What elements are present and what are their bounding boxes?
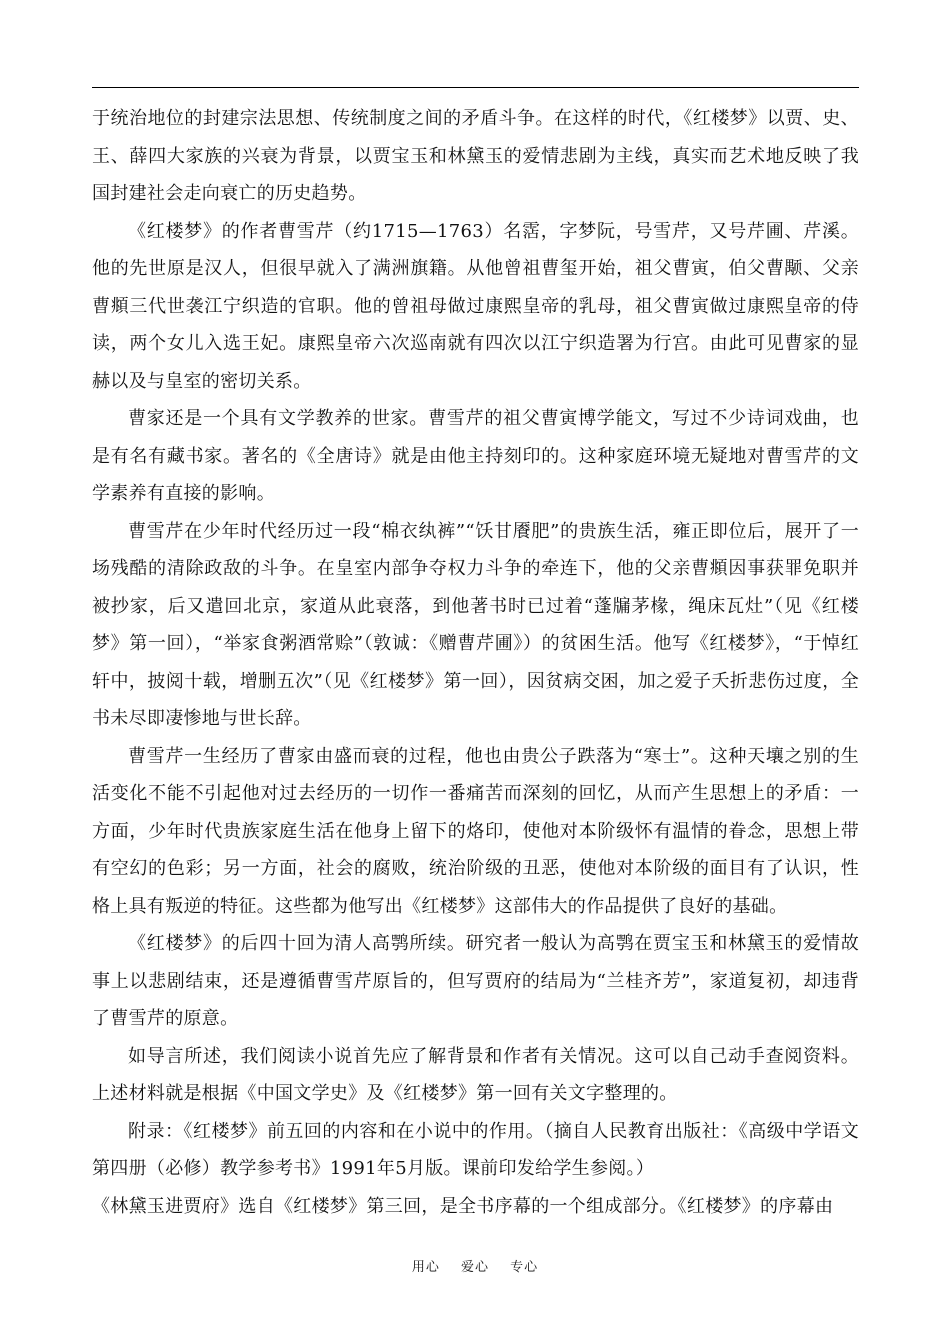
header-rule xyxy=(92,87,859,88)
paragraph-continuation: 于统治地位的封建宗法思想、传统制度之间的矛盾斗争。在这样的时代，《红楼梦》以贾、史、王、薛四大家族的兴衰为背景，以贾宝玉和林黛玉的爱情悲剧为主线，真实而艺术地反映了我国封建社会走向衰亡的历史趋势。 xyxy=(92,108,859,204)
paragraph-family-literacy: 曹家还是一个具有文学教养的世家。曹雪芹的祖父曹寅博学能文，写过不少诗词戏曲，也是有名有藏书家。著名的《全唐诗》就是由他主持刻印的。这种家庭环境无疑地对曹雪芹的文学素养有直接的影响。 xyxy=(92,408,859,504)
paragraph-author-thought: 曹雪芹一生经历了曹家由盛而衰的过程，他也由贵公子跌落为“寒士”。这种天壤之别的生活变化不能不引起他对过去经历的一切作一番痛苦而深刻的回忆，从而产生思想上的矛盾：一方面，少年时代贵族家庭生活在他身上留下的烙印，使他对本阶级怀有温情的眷念，思想上带有空幻的色彩；另一方面，社会的腐败，统治阶级的丑恶，使他对本阶级的面目有了认识，性格上具有叛逆的特征。这些都为他写出《红楼梦》这部伟大的作品提供了良好的基础。 xyxy=(92,745,859,917)
paragraph-reading-note: 如导言所述，我们阅读小说首先应了解背景和作者有关情况。这可以自己动手查阅资料。上述材料就是根据《中国文学史》及《红楼梦》第一回有关文字整理的。 xyxy=(92,1045,859,1104)
paragraph-appendix: 附录：《红楼梦》前五回的内容和在小说中的作用。（摘自人民教育出版社：《高级中学语文第四册（必修）教学参考书》1991年5月版。课前印发给学生参阅。） xyxy=(92,1120,859,1179)
page-footer xyxy=(0,1256,950,1275)
paragraph-chapter-intro: 《林黛玉进贾府》选自《红楼梦》第三回，是全书序幕的一个组成部分。《红楼梦》的序幕由 xyxy=(92,1195,834,1217)
paragraph-author-bio: 《红楼梦》的作者曹雪芹（约1715—1763）名霑，字梦阮，号雪芹，又号芹圃、芹溪。他的先世原是汉人，但很早就入了满洲旗籍。从他曾祖曹玺开始，祖父曹寅，伯父曹颙、父亲曹頫三代世袭江宁织造的官职。他的曾祖母做过康熙皇帝的乳母，祖父曹寅做过康熙皇帝的侍读，两个女儿入选王妃。康熙皇帝六次巡南就有四次以江宁织造署为行宫。由此可见曹家的显赫以及与皇室的密切关系。 xyxy=(92,220,859,392)
paragraph-last-chapters: 《红楼梦》的后四十回为清人高鹗所续。研究者一般认为高鹗在贾宝玉和林黛玉的爱情故事上以悲剧结束，还是遵循曹雪芹原旨的，但写贾府的结局为“兰桂齐芳”，家道复初，却违背了曹雪芹的原意。 xyxy=(92,933,859,1029)
footer-text-middle: 爱心 xyxy=(460,1260,489,1275)
body-text xyxy=(92,100,859,1225)
footer-text-left: 用心 xyxy=(411,1260,440,1275)
footer-text-right: 专心 xyxy=(510,1260,539,1275)
paragraph-family-decline: 曹雪芹在少年时代经历过一段“棉衣纨裤”“饫甘餍肥”的贵族生活，雍正即位后，展开了一场残酷的清除政敌的斗争。在皇室内部争夺权力斗争的牵连下，他的父亲曹頫因事获罪免职并被抄家，后又遣回北京，家道从此衰落，到他著书时已过着“蓬牖茅椽，绳床瓦灶”（见《红楼梦》第一回），“举家食粥酒常赊”（敦诚：《赠曹芹圃》）的贫困生活。他写《红楼梦》，“于悼红轩中，披阅十载，增删五次”（见《红楼梦》第一回），因贫病交困，加之爱子夭折悲伤过度，全书未尽即凄惨地与世长辞。 xyxy=(92,520,859,729)
